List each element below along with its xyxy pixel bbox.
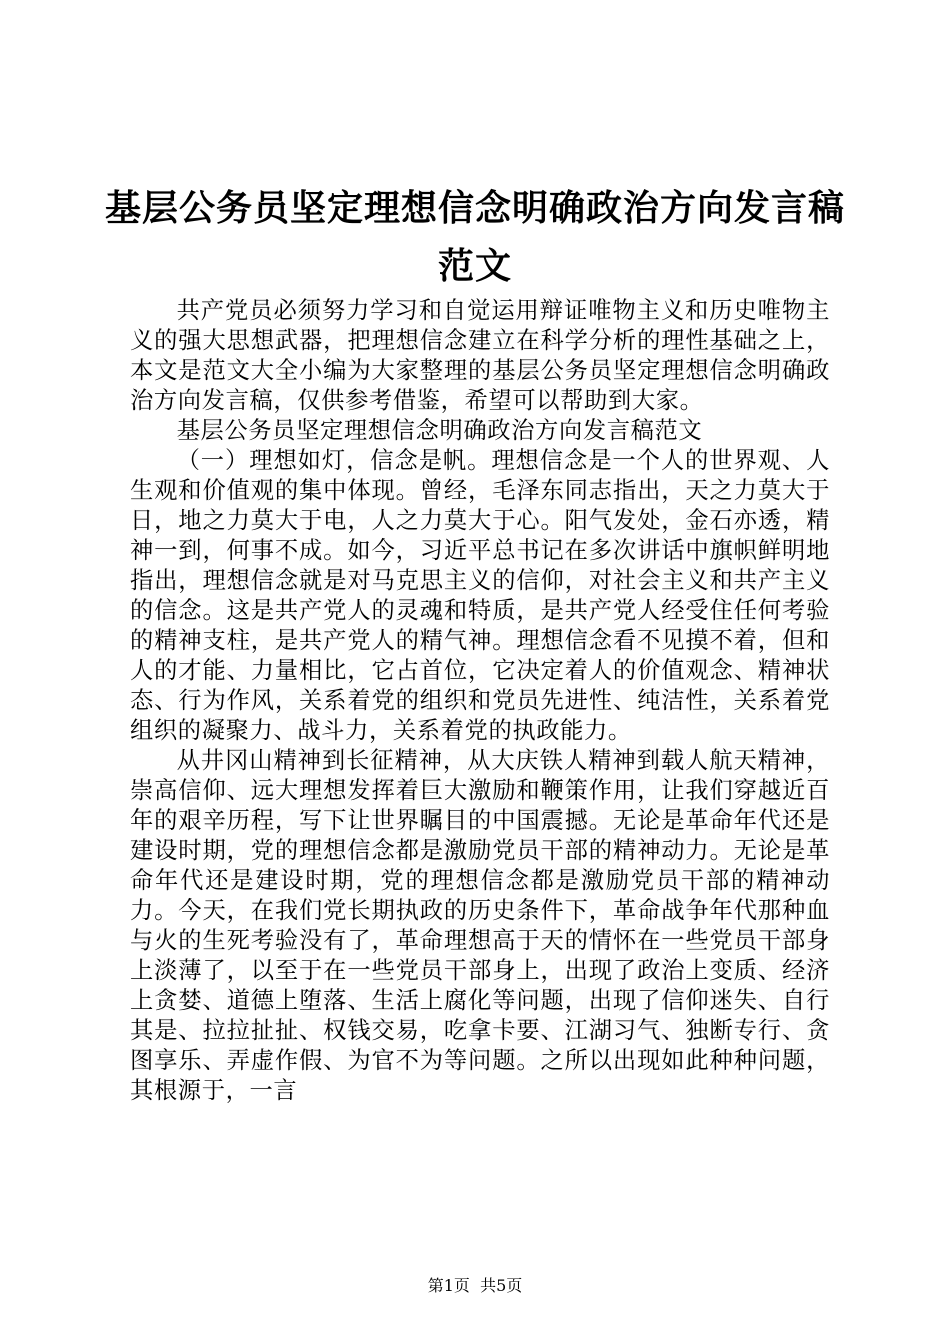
page-number: 第1页 <box>427 1276 470 1295</box>
title-line-2: 范文 <box>437 246 512 287</box>
page-footer <box>0 1276 950 1296</box>
document-body <box>130 296 830 1106</box>
intro-paragraph: 共产党员必须努力学习和自觉运用辩证唯物主义和历史唯物主义的强大思想武器，把理想信念建立在科学分析的理性基础之上，本文是范文大全小编为大家整理的基层公务员坚定理想信念明确政治方向发言稿，仅供参考借鉴，希望可以帮助到大家。 <box>130 297 830 414</box>
document-title <box>100 180 850 296</box>
title-line-1: 基层公务员坚定理想信念明确政治方向发言稿 <box>104 188 845 229</box>
subtitle-paragraph: 基层公务员坚定理想信念明确政治方向发言稿范文 <box>176 417 703 444</box>
body-paragraph-1: （一）理想如灯，信念是帆。理想信念是一个人的世界观、人生观和价值观的集中体现。曾经，毛泽东同志指出，天之力莫大于日，地之力莫大于电，人之力莫大于心。阳气发处，金石亦透，精神一到，何事不成。如今，习近平总书记在多次讲话中旗帜鲜明地指出，理想信念就是对马克思主义的信仰，对社会主义和共产主义的信念。这是共产党人的灵魂和特质，是共产党人经受住任何考验的精神支柱，是共产党人的精气神。理想信念看不见摸不着，但和人的才能、力量相比，它占首位，它决定着人的价值观念、精神状态、行为作风，关系着党的组织和党员先进性、纯洁性，关系着党组织的凝聚力、战斗力，关系着党的执政能力。 <box>130 447 830 744</box>
body-paragraph-2: 从井冈山精神到长征精神，从大庆铁人精神到载人航天精神，崇高信仰、远大理想发挥着巨大激励和鞭策作用，让我们穿越近百年的艰辛历程，写下让世界瞩目的中国震撼。无论是革命年代还是建设时期，党的理想信念都是激励党员干部的精神动力。无论是革命年代还是建设时期，党的理想信念都是激励党员干部的精神动力。今天，在我们党长期执政的历史条件下，革命战争年代那种血与火的生死考验没有了，革命理想高于天的情怀在一些党员干部身上淡薄了，以至于在一些党员干部身上，出现了政治上变质、经济上贪婪、道德上堕落、生活上腐化等问题，出现了信仰迷失、自行其是、拉拉扯扯、权钱交易，吃拿卡要、江湖习气、独断专行、贪图享乐、弄虚作假、为官不为等问题。之所以出现如此种种问题，其根源于，一言 <box>130 747 830 1104</box>
page-total: 共5页 <box>480 1276 523 1295</box>
